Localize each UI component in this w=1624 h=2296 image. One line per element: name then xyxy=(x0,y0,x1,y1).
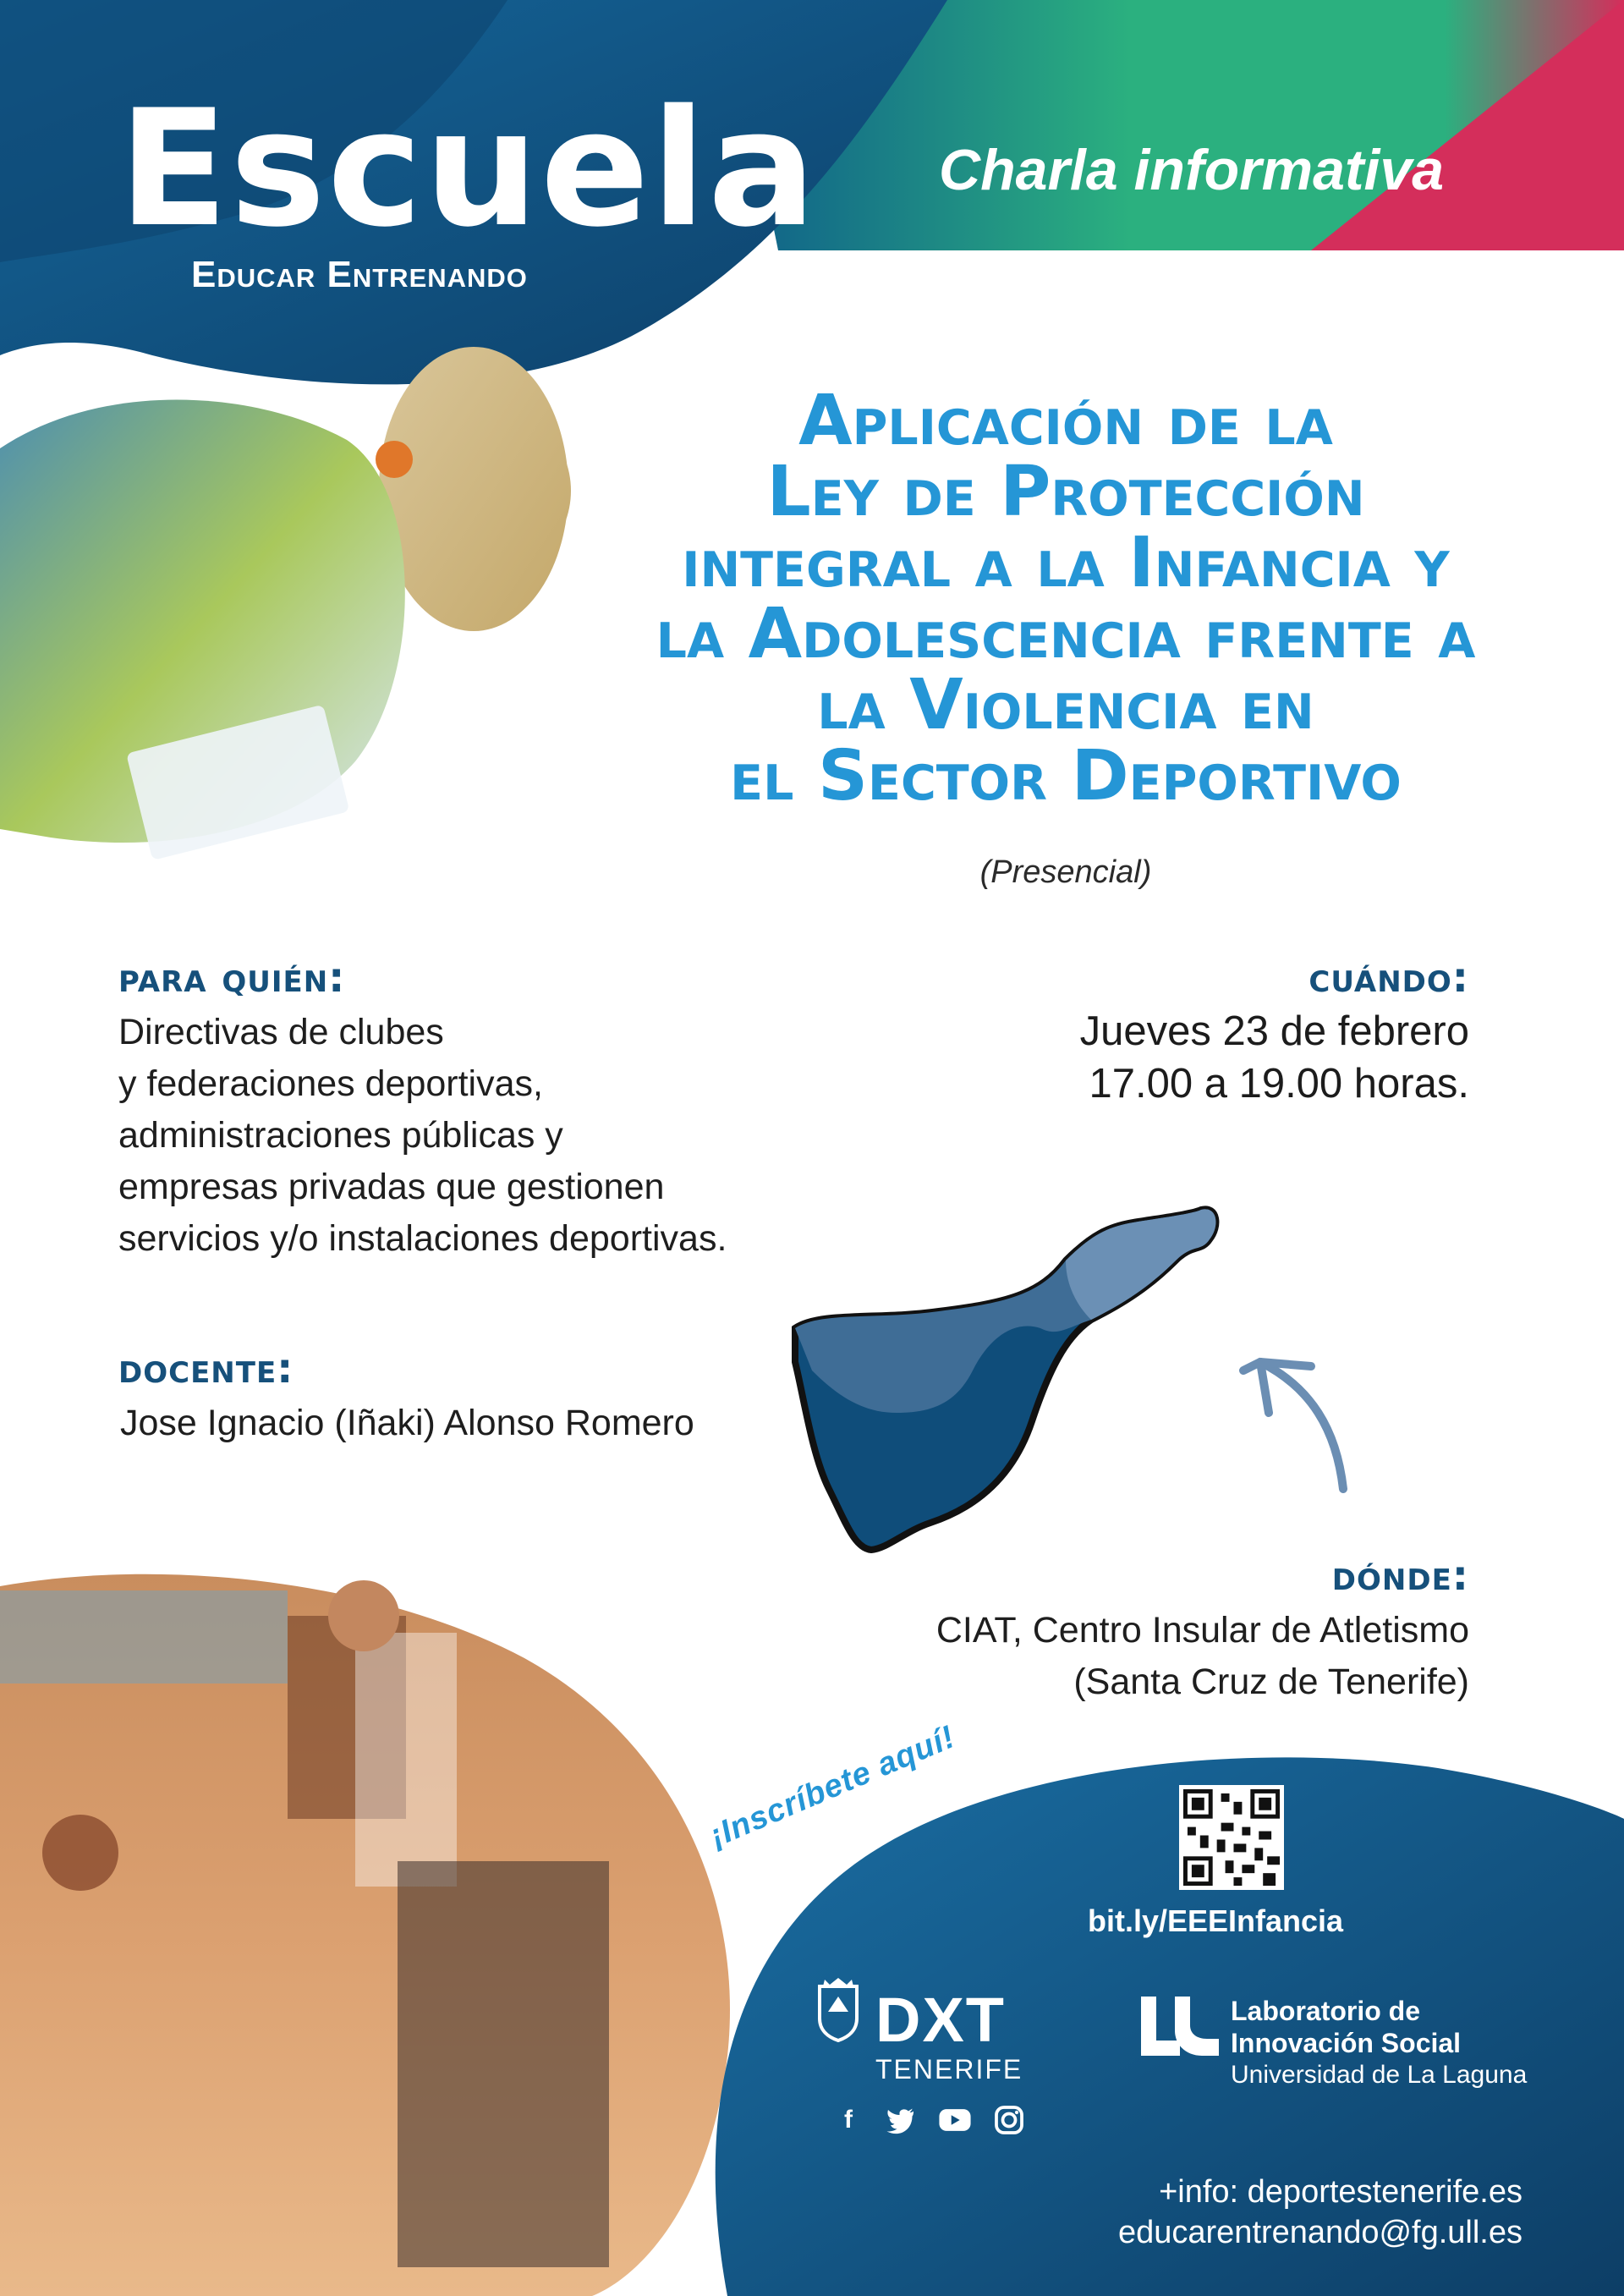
where-label: dónde: xyxy=(1331,1552,1469,1600)
title-line: la Adolescencia frente a xyxy=(656,594,1476,674)
event-type: Charla informativa xyxy=(939,138,1445,202)
dxt-logo-text: DXT xyxy=(875,1985,1006,2055)
instagram-icon[interactable] xyxy=(994,2105,1024,2135)
modality: (Presencial) xyxy=(979,854,1152,890)
contact-email[interactable]: educarentrenando@fg.ull.es xyxy=(1117,2215,1522,2250)
lab-university: Universidad de La Laguna xyxy=(1231,2061,1528,2089)
tenerife-map xyxy=(787,1201,1226,1557)
where-text xyxy=(936,1605,1469,1708)
register-cta[interactable]: ¡Inscríbete aquí! xyxy=(705,1719,961,1855)
when-label: cuándo: xyxy=(1309,954,1469,1002)
audience-label: para quién: xyxy=(118,954,346,1002)
twitter-icon[interactable] xyxy=(886,2105,916,2135)
youtube-icon[interactable] xyxy=(938,2105,972,2135)
audience-line: Directivas de clubes xyxy=(118,1012,444,1052)
title-line: Ley de Protección xyxy=(766,452,1365,532)
cabildo-shield-icon xyxy=(816,1978,860,2042)
teacher-label: docente: xyxy=(118,1345,294,1392)
lab-innovacion-text xyxy=(1231,1995,1527,2091)
teacher-name: Jose Ignacio (Iñaki) Alonso Romero xyxy=(120,1403,694,1443)
where-venue: CIAT, Centro Insular de Atletismo xyxy=(935,1610,1469,1651)
event-title xyxy=(601,381,1531,816)
audience-line: servicios y/o instalaciones deportivas. xyxy=(118,1218,727,1259)
audience-line: administraciones públicas y xyxy=(118,1115,563,1156)
audience-text xyxy=(118,1007,880,1265)
lab-line: Innovación Social xyxy=(1231,2028,1462,2058)
lab-line: Laboratorio de xyxy=(1231,1996,1421,2026)
brand-subtitle: Educar Entrenando xyxy=(191,254,528,295)
lab-innovacion-logo-icon xyxy=(1138,1997,1222,2059)
audience-line: y federaciones deportivas, xyxy=(118,1063,543,1104)
dxt-logo-subtitle: TENERIFE xyxy=(875,2054,1023,2085)
arrow-icon xyxy=(1235,1320,1370,1506)
audience-line: empresas privadas que gestionen xyxy=(118,1167,665,1207)
title-line: el Sector Deportivo xyxy=(730,736,1402,816)
title-line: Aplicación de la xyxy=(798,381,1333,461)
when-text xyxy=(1080,1005,1469,1110)
title-line: integral a la Infancia y xyxy=(682,523,1450,603)
when-date: Jueves 23 de febrero xyxy=(1079,1008,1469,1054)
register-url[interactable]: bit.ly/EEEInfancia xyxy=(1088,1903,1344,1938)
title-line: la Violencia en xyxy=(817,665,1314,745)
facebook-icon[interactable]: f xyxy=(844,2106,853,2134)
when-time: 17.00 a 19.00 horas. xyxy=(1089,1061,1469,1107)
contact-website[interactable]: +info: deportestenerife.es xyxy=(1159,2174,1522,2210)
qr-code-icon[interactable] xyxy=(1179,1785,1284,1890)
contact-info xyxy=(1118,2172,1522,2253)
where-city: (Santa Cruz de Tenerife) xyxy=(1073,1662,1469,1702)
brand-title: Escuela xyxy=(118,75,818,262)
social-icons xyxy=(833,2105,1024,2135)
